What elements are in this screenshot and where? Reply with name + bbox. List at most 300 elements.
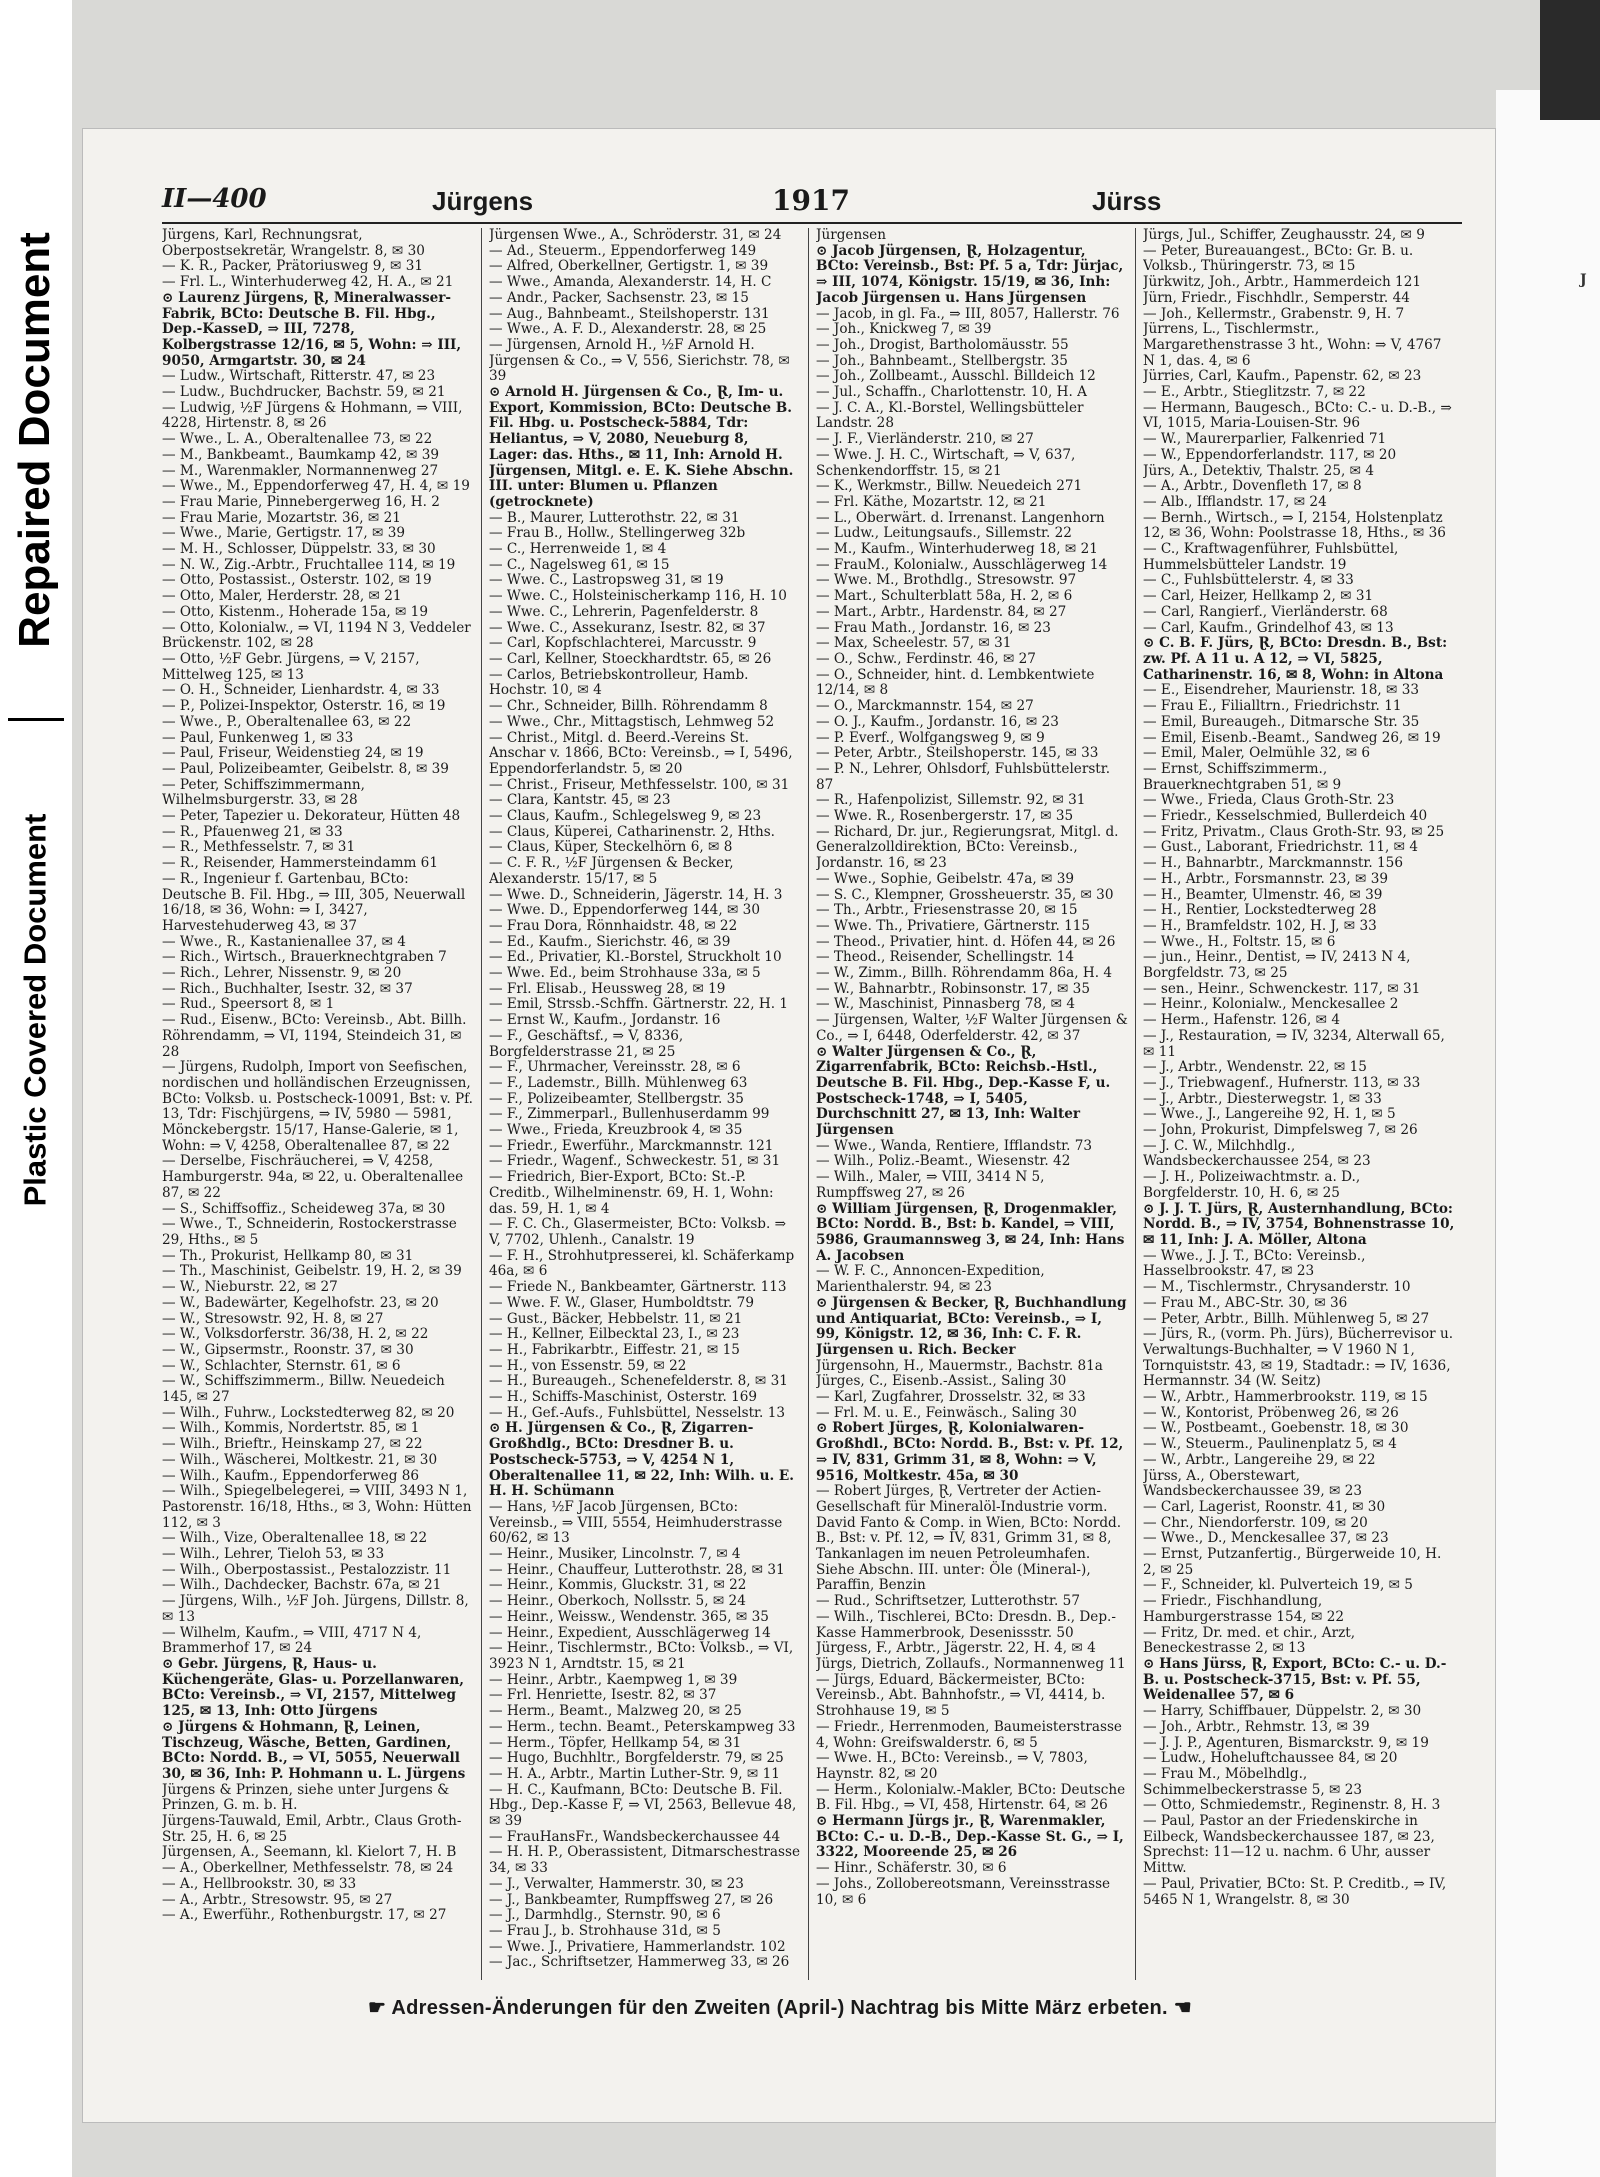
directory-entry: — R., Methfesselstr. 7, ✉ 31: [162, 839, 356, 856]
directory-entry: — Wilh., Tischlerei, BCto: Dresdn. B., Dep.-Kasse Hammerbrook, Desenissstr. 50: [816, 1608, 1116, 1641]
directory-entry: — Wwe. J., Privatiere, Hammerlandstr. 102: [489, 1938, 786, 1955]
directory-entry: — Ed., Kaufm., Sierichstr. 46, ✉ 39: [489, 933, 731, 950]
directory-entry: — Otto, ½F Gebr. Jürgens, ⇒ V, 2157, Mittelweg 125, ✉ 13: [162, 650, 420, 683]
page-header: [162, 180, 1462, 220]
directory-entry: — C. F. R., ½F Jürgensen & Becker, Alexanderstr. 15/17, ✉ 5: [489, 855, 734, 887]
directory-entry: — Rud., Speersort 8, ✉ 1: [162, 996, 335, 1013]
directory-entry: — Jacob, in gl. Fa., ⇒ III, 8057, Hallerstr. 76: [816, 305, 1120, 322]
directory-entry: — Jac., Schriftsetzer, Hammerweg 33, ✉ 26: [489, 1954, 790, 1971]
directory-entry: — F. H., Strohhutpresserei, kl. Schäferkamp 46a, ✉ 6: [489, 1247, 795, 1280]
header-last-name: Jürss: [1092, 186, 1162, 216]
directory-entry: Jürn, Friedr., Fischhdlr., Semperstr. 44: [1143, 289, 1410, 306]
directory-entry: — H. C., Kaufmann, BCto: Deutsche B. Fil. Hbg., Dep.-Kasse F, ⇒ VI, 2563, Bellevue 48, ✉ 39: [489, 1781, 797, 1830]
directory-entry: — H. A., Arbtr., Martin Luther-Str. 9, ✉ 11: [489, 1765, 780, 1782]
directory-entry: — Wwe., Frieda, Kreuzbrook 4, ✉ 35: [489, 1122, 743, 1139]
directory-entry: — F., Geschäftsf., ⇒ V, 8336, Borgfelderstrasse 21, ✉ 25: [489, 1027, 684, 1060]
directory-entry: — Wwe., M., Eppendorferweg 47, H. 4, ✉ 19: [162, 478, 470, 495]
directory-entry: — H., Arbtr., Forsmannstr. 23, ✉ 39: [1143, 870, 1389, 887]
directory-entry: — Claus, Kaufm., Schlegelsweg 9, ✉ 23: [489, 808, 762, 825]
directory-entry: — Th., Arbtr., Friesenstrasse 20, ✉ 15: [816, 902, 1078, 919]
directory-entry: — sen., Heinr., Schwenckestr. 117, ✉ 31: [1143, 980, 1421, 997]
directory-entry: — P., Polizei-Inspektor, Osterstr. 16, ✉ 19: [162, 698, 446, 715]
directory-entry: — Frau Marie, Mozartstr. 36, ✉ 21: [162, 509, 401, 526]
directory-entry: — Wilh., Dachdecker, Bachstr. 67a, ✉ 21: [162, 1577, 442, 1594]
directory-entry: — J., Arbtr., Diesterwegstr. 1, ✉ 33: [1143, 1090, 1382, 1107]
directory-entry: — H., Bramfeldstr. 102, H. J, ✉ 33: [1143, 917, 1377, 934]
directory-entry: — Alfred, Oberkellner, Gertigstr. 1, ✉ 39: [489, 258, 769, 275]
directory-entry: — Ed., Privatier, Kl.-Borstel, Struckholt 10: [489, 949, 782, 966]
directory-entry: — O. H., Schneider, Lienhardstr. 4, ✉ 33: [162, 682, 440, 699]
directory-entry: — Wwe., Chr., Mittagstisch, Lehmweg 52: [489, 713, 775, 730]
directory-entry: ⊙ Jürgensen & Becker, Ɽ, Buchhandlung und Antiquariat, BCto: Vereinsb., ⇒ I, 99, Königstr. 12, ✉ 36, Inh: C. F. R. Jürgensen u. Rich. Becker: [816, 1294, 1127, 1358]
directory-entry: — Fritz, Dr. med. et chir., Arzt, Beneckestrasse 2, ✉ 13: [1143, 1624, 1356, 1657]
directory-entry: — B., Maurer, Lutterothstr. 22, ✉ 31: [489, 509, 740, 526]
directory-entry: — Harry, Schiffbauer, Düppelstr. 2, ✉ 30: [1143, 1703, 1422, 1720]
directory-entry: — E., Arbtr., Stieglitzstr. 7, ✉ 22: [1143, 384, 1366, 401]
directory-entry: — Wilh., Fuhrw., Lockstedterweg 82, ✉ 20: [162, 1404, 455, 1421]
directory-entry: — Th., Prokurist, Hellkamp 80, ✉ 31: [162, 1247, 414, 1264]
directory-entry: — Wwe. D., Schneiderin, Jägerstr. 14, H. 3: [489, 886, 783, 903]
directory-entry: — Joh., Bahnbeamt., Stellbergstr. 35: [816, 352, 1068, 369]
directory-entry: — Ernst, Schiffszimmerm., Brauerknechtgraben 51, ✉ 9: [1143, 760, 1342, 793]
directory-entry: — Clara, Kantstr. 45, ✉ 23: [489, 792, 671, 809]
directory-entry: — jun., Heinr., Dentist, ⇒ IV, 2413 N 4, Borgfeldstr. 73, ✉ 25: [1143, 949, 1411, 982]
directory-entry: — J., Restauration, ⇒ IV, 3234, Alterwall 65, ✉ 11: [1143, 1027, 1445, 1060]
directory-entry: — Chr., Schneider, Billh. Röhrendamm 8: [489, 698, 768, 715]
directory-entry: — Joh., Kellermstr., Grabenstr. 9, H. 7: [1143, 305, 1405, 322]
directory-entry: — F., Polizeibeamter, Stellbergstr. 35: [489, 1090, 744, 1107]
directory-entry: — Otto, Schmiedemstr., Reginenstr. 8, H. 3: [1143, 1797, 1441, 1814]
directory-entry: — Gust., Laborant, Friedrichstr. 11, ✉ 4: [1143, 839, 1419, 856]
directory-entry: ⊙ Walter Jürgensen & Co., Ɽ, Zigarrenfabrik, BCto: Reichsb.-Hstl., Deutsche B. Fil. Hbg., Dep.-Kasse F, u. Postscheck-1748, ⇒ I, 5405, Durchschnitt 27, ✉ 13, Inh: Walter Jürgensen: [816, 1043, 1111, 1139]
repaired-document-label: Repaired Document: [10, 232, 60, 648]
directory-entry: ⊙ Laurenz Jürgens, Ɽ, Mineralwasser-Fabrik, BCto: Deutsche B. Fil. Hbg., Dep.-KasseD, ⇒ III, 7278, Kolbergstrasse 12/16, ✉ 5, Wohn: ⇒ III, 9050, Armgartstr. 30, ✉ 24: [162, 289, 462, 369]
directory-entry: — Jul., Schaffn., Charlottenstr. 10, H. A: [816, 384, 1087, 401]
directory-entry: — Peter, Tapezier u. Dekorateur, Hütten 48: [162, 808, 461, 825]
directory-entry: — O., Marckmannstr. 154, ✉ 27: [816, 698, 1034, 715]
directory-entry: — Frau J., b. Strohhause 31d, ✉ 5: [489, 1922, 721, 1939]
directory-entry: Jürgensen: [816, 228, 886, 243]
directory-entry: — Emil, Bureaugeh., Ditmarsche Str. 35: [1143, 713, 1420, 730]
directory-entry: Jürges, C., Eisenb.-Assist., Saling 30: [816, 1373, 1067, 1390]
directory-entry: — C., Kraftwagenführer, Fuhlsbüttel, Hummelsbütteler Landstr. 19: [1143, 541, 1399, 573]
directory-entry: — Ludw., Wirtschaft, Ritterstr. 47, ✉ 23: [162, 368, 436, 385]
directory-entry: — Frl. Käthe, Mozartstr. 12, ✉ 21: [816, 493, 1047, 510]
directory-entry: — R., Ingenieur f. Gartenbau, BCto: Deutsche B. Fil. Hbg., ⇒ III, 305, Neuerwall 16/18, ✉ 36, Wohn: ⇒ I, 3427, Harvestehuderweg 43, ✉ 37: [162, 870, 466, 934]
directory-entry: — Th., Maschinist, Geibelstr. 19, H. 2, ✉ 39: [162, 1263, 462, 1280]
directory-entry: — R., Reisender, Hammersteindamm 61: [162, 855, 438, 872]
directory-entry: Jürgens & Prinzen, siehe unter Jurgens & Prinzen, G. m. b. H.: [162, 1781, 450, 1814]
directory-entry: Jürs, A., Detektiv, Thalstr. 25, ✉ 4: [1143, 462, 1374, 479]
directory-entry: — J. C. A., Kl.-Borstel, Wellingsbütteler Landstr. 28: [816, 399, 1084, 432]
directory-entry: Jürgensen Wwe., A., Schröderstr. 31, ✉ 24: [489, 228, 782, 243]
directory-entry: — Wwe. D., Eppendorferweg 144, ✉ 30: [489, 902, 760, 919]
directory-entry: — H., Schiffs-Maschinist, Osterstr. 169: [489, 1389, 758, 1406]
directory-entry: — Wwe. H., BCto: Vereinsb., ⇒ V, 7803, Haynstr. 82, ✉ 20: [816, 1750, 1088, 1782]
directory-entry: — Rich., Buchhalter, Isestr. 32, ✉ 37: [162, 980, 413, 997]
header-rule: [162, 222, 1462, 224]
directory-entry: — Wwe., J., Langereihe 92, H. 1, ✉ 5: [1143, 1106, 1396, 1123]
directory-entry: — Ludwig, ½F Jürgens & Hohmann, ⇒ VIII, 4228, Hirtenstr. 8, ✉ 26: [162, 399, 463, 432]
directory-entry: — H., Kellner, Eilbecktal 23, I., ✉ 23: [489, 1326, 740, 1343]
directory-entry: — Wwe., Marie, Gertigstr. 17, ✉ 39: [162, 525, 406, 542]
directory-entry: — Karl, Zugfahrer, Drosselstr. 32, ✉ 33: [816, 1389, 1086, 1406]
directory-entry: — Heinr., Tischlermstr., BCto: Volksb., ⇒ VI, 3923 N 1, Arndtstr. 15, ✉ 21: [489, 1640, 794, 1672]
directory-entry: — Otto, Postassist., Osterstr. 102, ✉ 19: [162, 572, 432, 589]
directory-entry: Jürgess, F., Arbtr., Jägerstr. 22, H. 4, ✉ 4: [816, 1640, 1096, 1657]
directory-entry: — Robert Jürges, Ɽ, Vertreter der Actien-Gesellschaft für Mineralöl-Industrie vorm. David Fanto & Comp. in Wien, BCto: Nordd. B., Bst: v. Pf. 12, ⇒ IV, 831, Grimm 31, ✉ 8, Tankanlagen im neuen Petroleumhafen. Siehe Abschn. III. unter: Öle (Mineral-), Paraffin, Benzin: [816, 1483, 1122, 1594]
directory-entry: — H., Bureaugeh., Schenefelderstr. 8, ✉ 31: [489, 1373, 788, 1390]
directory-entry: — Peter, Bureauangest., BCto: Gr. B. u. Volksb., Thüringerstr. 73, ✉ 15: [1143, 242, 1414, 275]
directory-entry: — S., Schiffsoffiz., Scheideweg 37a, ✉ 30: [162, 1200, 446, 1217]
directory-entry: Jürries, Carl, Kaufm., Papenstr. 62, ✉ 23: [1143, 368, 1422, 385]
directory-entry: — John, Prokurist, Dimpfelsweg 7, ✉ 26: [1143, 1122, 1418, 1139]
directory-entry: — W., Volksdorferstr. 36/38, H. 2, ✉ 22: [162, 1326, 429, 1343]
binding-strip: [1540, 0, 1600, 120]
directory-entry: — W., Steuerm., Paulinenplatz 5, ✉ 4: [1143, 1436, 1397, 1453]
directory-entry: — Wwe., Amanda, Alexanderstr. 14, H. C: [489, 274, 772, 291]
directory-entry: — Frau M., Möbelhdlg., Schimmelbeckerstrasse 5, ✉ 23: [1143, 1765, 1363, 1798]
directory-entry: — FrauHansFr., Wandsbeckerchaussee 44: [489, 1828, 781, 1845]
directory-entry: — Jürgens, Wilh., ½F Joh. Jürgens, Dillstr. 8, ✉ 13: [162, 1593, 469, 1625]
directory-entry: — Joh., Knickweg 7, ✉ 39: [816, 321, 992, 338]
label-divider: [8, 718, 64, 721]
directory-entry: — W., Maurerparlier, Falkenried 71: [1143, 431, 1387, 448]
directory-entry: — Emil, Maler, Oelmühle 32, ✉ 6: [1143, 745, 1371, 762]
directory-entry: — Wwe., L. A., Oberaltenallee 73, ✉ 22: [162, 431, 433, 448]
directory-entry: — Heinr., Arbtr., Kaempweg 1, ✉ 39: [489, 1671, 738, 1688]
directory-entry: — Wwe. R., Rosenbergerstr. 17, ✉ 35: [816, 808, 1074, 825]
directory-entry: — Heinr., Oberkoch, Nollsstr. 5, ✉ 24: [489, 1593, 746, 1610]
directory-entry: Jürgens, Karl, Rechnungsrat, Oberpostsekretär, Wrangelstr. 8, ✉ 30: [162, 228, 425, 259]
directory-entry: — W., Badewärter, Kegelhofstr. 23, ✉ 20: [162, 1294, 439, 1311]
directory-entry: — Rud., Schriftsetzer, Lutterothstr. 57: [816, 1593, 1080, 1610]
directory-entry: — W., Arbtr., Langereihe 29, ✉ 22: [1143, 1451, 1376, 1468]
directory-entry: — J. J. P., Agenturen, Bismarckstr. 9, ✉ 19: [1143, 1734, 1429, 1751]
directory-entry: — H., Bahnarbtr., Marckmannstr. 156: [1143, 855, 1403, 872]
directory-entry: — Aug., Bahnbeamt., Steilshoperstr. 131: [489, 305, 770, 322]
directory-entry: — Christ., Mitgl. d. Beerd.-Vereins St. Anschar v. 1866, BCto: Vereinsb., ⇒ I, 5496, Eppendorferlandstr. 5, ✉ 20: [489, 729, 793, 777]
directory-entry: — F., Schneider, kl. Pulverteich 19, ✉ 5: [1143, 1577, 1413, 1594]
directory-entry: — Wwe. M., Brothdlg., Stresowstr. 97: [816, 572, 1077, 589]
directory-entry: — Hermann, Baugesch., BCto: C.- u. D.-B., ⇒ VI, 1015, Maria-Louisen-Str. 96: [1143, 399, 1452, 432]
directory-entry: — J., Triebwagenf., Hufnerstr. 113, ✉ 33: [1143, 1074, 1421, 1091]
directory-entry: — Wwe., J. J. T., BCto: Vereinsb., Hasselbrookstr. 47, ✉ 23: [1143, 1247, 1366, 1280]
directory-entry: — Rich., Lehrer, Nissenstr. 9, ✉ 20: [162, 965, 402, 982]
directory-entry: — Joh., Zollbeamt., Ausschl. Billdeich 12: [816, 368, 1096, 385]
directory-entry: — J. H., Polizeiwachtmstr. a. D., Borgfelderstr. 10, H. 6, ✉ 25: [1143, 1169, 1361, 1201]
directory-entry: — Chr., Niendorferstr. 109, ✉ 20: [1143, 1514, 1368, 1531]
directory-entry: — Paul, Friseur, Weidenstieg 24, ✉ 19: [162, 745, 424, 762]
directory-entry: Jürss, A., Oberstewart, Wandsbeckerchaussee 39, ✉ 23: [1143, 1467, 1363, 1500]
directory-entry: — Frau B., Hollw., Stellingerweg 32b: [489, 525, 746, 542]
directory-entry: — Emil, Strssb.-Schffn. Gärtnerstr. 22, H. 1: [489, 996, 789, 1013]
directory-entry: — M., Warenmakler, Normannenweg 27: [162, 462, 439, 479]
directory-entry: — Wilhelm, Kaufm., ⇒ VIII, 4717 N 4, Brammerhof 17, ✉ 24: [162, 1624, 422, 1657]
directory-entry: — Wwe., Frieda, Claus Groth-Str. 23: [1143, 792, 1395, 809]
directory-entry: — Wilh., Wäscherei, Moltkestr. 21, ✉ 30: [162, 1451, 438, 1468]
directory-entry: — W., Kontorist, Pröbenweg 26, ✉ 26: [1143, 1404, 1399, 1421]
directory-entry: — Jürgensen, Arnold H., ½F Arnold H. Jürgensen & Co., ⇒ V, 556, Sierichstr. 78, ✉ 39: [489, 336, 790, 385]
directory-entry: — K., Werkmstr., Billw. Neuedeich 271: [816, 478, 1083, 495]
directory-entry: — Paul, Polizeibeamter, Geibelstr. 8, ✉ 39: [162, 760, 449, 777]
directory-entry: — J., Darmhdlg., Sternstr. 90, ✉ 6: [489, 1907, 721, 1924]
directory-entry: — Frl. L., Winterhuderweg 42, H. A., ✉ 21: [162, 274, 454, 291]
directory-entry: Jürgensen, A., Seemann, kl. Kielort 7, H. B: [162, 1844, 457, 1861]
directory-entry: — Heinr., Weissw., Wendenstr. 365, ✉ 35: [489, 1608, 769, 1625]
directory-entry: ⊙ William Jürgensen, Ɽ, Drogenmakler, BCto: Nordd. B., Bst: b. Kandel, ⇒ VIII, 5986, Graumannsweg 3, ✉ 24, Inh: Hans A. Jacobsen: [816, 1200, 1125, 1264]
directory-entry: — Peter, Arbtr., Steilshoperstr. 145, ✉ 33: [816, 745, 1099, 762]
directory-entry: — Wwe. J. H. C., Wirtschaft, ⇒ V, 637, Schenkendorffstr. 15, ✉ 21: [816, 446, 1076, 479]
directory-entry: — F. C. Ch., Glasermeister, BCto: Volksb. ⇒ V, 7702, Uhlenh., Canalstr. 19: [489, 1216, 787, 1248]
header-year: 1917: [772, 184, 850, 217]
directory-entry: — Herm., Töpfer, Hellkamp 54, ✉ 31: [489, 1734, 742, 1751]
directory-entry: — Theod., Privatier, hint. d. Höfen 44, ✉ 26: [816, 933, 1116, 950]
directory-entry: — Ludw., Hoheluftchaussee 84, ✉ 20: [1143, 1750, 1398, 1767]
directory-entry: — Emil, Eisenb.-Beamt., Sandweg 26, ✉ 19: [1143, 729, 1441, 746]
directory-entry: — Wwe., H., Foltstr. 15, ✉ 6: [1143, 933, 1336, 950]
directory-entry: — Joh., Drogist, Bartholomäusstr. 55: [816, 336, 1069, 353]
directory-entry: ⊙ J. J. T. Jürs, Ɽ, Austernhandlung, BCto: Nordd. B., ⇒ IV, 3754, Bohnenstrasse 10, ✉ 11, Inh: J. A. Möller, Altona: [1143, 1200, 1455, 1248]
directory-entry: — Gust., Bäcker, Hebbelstr. 11, ✉ 21: [489, 1310, 743, 1327]
directory-entry: — Wwe., T., Schneiderin, Rostockerstrasse 29, Hths., ✉ 5: [162, 1216, 457, 1248]
directory-entry: — O., Schw., Ferdinstr. 46, ✉ 27: [816, 650, 1036, 667]
column-divider: [481, 228, 482, 1980]
directory-entry: ⊙ Hans Jürss, Ɽ, Export, BCto: C.- u. D.-B. u. Postscheck-3715, Bst: v. Pf. 55, Weidenallee 57, ✉ 6: [1143, 1655, 1447, 1704]
directory-entry: ⊙ Jürgens & Hohmann, Ɽ, Leinen, Tischzeug, Wäsche, Betten, Gardinen, BCto: Nordd. B., ⇒ VI, 5055, Neuerwall 30, ✉ 36, Inh: P. Hohmann u. L. Jürgens: [162, 1718, 466, 1782]
directory-entry: — J. C. W., Milchhdlg., Wandsbeckerchaussee 254, ✉ 23: [1143, 1137, 1371, 1170]
directory-entry: — Frau Math., Jordanstr. 16, ✉ 23: [816, 619, 1051, 636]
directory-entry: — Carl, Heizer, Hellkamp 2, ✉ 31: [1143, 588, 1374, 605]
directory-entry: — W., Eppendorferlandstr. 117, ✉ 20: [1143, 446, 1397, 463]
directory-entry: — Ad., Steuerm., Eppendorferweg 149: [489, 242, 757, 259]
directory-entry: — Ernst W., Kaufm., Jordanstr. 16: [489, 1012, 721, 1029]
directory-entry: — W., Nieburstr. 22, ✉ 27: [162, 1279, 338, 1296]
directory-entry: — Frau M., ABC-Str. 30, ✉ 36: [1143, 1294, 1348, 1311]
directory-entry: — Friedr., Herrenmoden, Baumeisterstrasse 4, Wohn: Greifswalderstr. 6, ✉ 5: [816, 1718, 1122, 1751]
plastic-covered-label: Plastic Covered Document: [17, 813, 53, 1207]
directory-entry: — Heinr., Kolonialw., Menckesallee 2: [1143, 996, 1399, 1013]
directory-entry: — Wwe., Sophie, Geibelstr. 47a, ✉ 39: [816, 870, 1075, 887]
facing-page-edge: [1496, 90, 1600, 2177]
directory-entry: — Hans, ½F Jacob Jürgensen, BCto: Vereinsb., ⇒ VIII, 5554, Heimhuderstrasse 60/62, ✉ 13: [489, 1498, 783, 1547]
directory-entry: ⊙ Robert Jürges, Ɽ, Kolonialwaren-Großhdl., BCto: Nordd. B., Bst: v. Pf. 12, ⇒ IV, 831, Grimm 31, ✉ 8, Wohn: ⇒ V, 9516, Moltkestr. 45a, ✉ 30: [816, 1420, 1124, 1484]
header-first-name: Jürgens: [432, 186, 534, 216]
directory-entry: — Wilh., Oberpostassist., Pestalozzistr. 11: [162, 1561, 452, 1578]
directory-column-1: [162, 228, 474, 1980]
directory-entry: — Wilh., Kommis, Nordertstr. 85, ✉ 1: [162, 1420, 420, 1437]
directory-entry: Jürrens, L., Tischlermstr., Margarethenstrasse 3 ht., Wohn: ⇒ V, 4767 N 1, das. 4, ✉ 6: [1143, 321, 1442, 369]
directory-entry: — Mart., Schulterblatt 58a, H. 2, ✉ 6: [816, 588, 1073, 605]
directory-entry: Jürgensohn, H., Mauermstr., Bachstr. 81a: [816, 1357, 1103, 1374]
directory-entry: — Carl, Kaufm., Grindelhof 43, ✉ 13: [1143, 619, 1394, 636]
directory-entry: — A., Oberkellner, Methfesselstr. 78, ✉ 24: [162, 1860, 454, 1877]
directory-entry: — FrauM., Kolonialw., Ausschlägerweg 14: [816, 556, 1108, 573]
directory-entry: — O., Schneider, hint. d. Lembkentwiete 12/14, ✉ 8: [816, 666, 1095, 699]
directory-entry: — J., Bankbeamter, Rumpffsweg 27, ✉ 26: [489, 1891, 774, 1908]
directory-entry: — Wwe. Th., Privatiere, Gärtnerstr. 115: [816, 917, 1091, 934]
directory-entry: — Heinr., Musiker, Lincolnstr. 7, ✉ 4: [489, 1546, 741, 1563]
directory-entry: — A., Arbtr., Stresowstr. 95, ✉ 27: [162, 1891, 393, 1908]
directory-entry: — H., Fabrikarbtr., Eiffestr. 21, ✉ 15: [489, 1341, 740, 1358]
directory-entry: — Wilh., Spiegelbelegerei, ⇒ VIII, 3493 N 1, Pastorenstr. 16/18, Hths., ✉ 3, Wohn: Hütten 112, ✉ 3: [162, 1483, 472, 1531]
directory-entry: — Alb., Ifflandstr. 17, ✉ 24: [1143, 493, 1327, 510]
directory-entry: — A., Hellbrookstr. 30, ✉ 33: [162, 1875, 357, 1892]
directory-entry: — H., von Essenstr. 59, ✉ 22: [489, 1357, 687, 1374]
directory-entry: — Friedrich, Bier-Export, BCto: St.-P. Creditb., Wilhelminenstr. 69, H. 1, Wohn: das. 59, H. 1, ✉ 4: [489, 1169, 774, 1217]
directory-entry: ⊙ Hermann Jürgs jr., Ɽ, Warenmakler, BCto: C.- u. D.-B., Dep.-Kasse St. G., ⇒ I, 3322, Mooreende 25, ✉ 26: [816, 1813, 1124, 1861]
directory-entry: — Heinr., Kommis, Gluckstr. 31, ✉ 22: [489, 1577, 747, 1594]
directory-entry: — Wwe. C., Holsteinischerkamp 116, H. 10: [489, 588, 787, 605]
directory-entry: — Wilh., Kaufm., Eppendorferweg 86: [162, 1467, 420, 1484]
directory-entry: — Wilh., Maler, ⇒ VIII, 3414 N 5, Rumpffsweg 27, ✉ 26: [816, 1169, 1045, 1201]
directory-entry: — Herm., Beamt., Malzweg 20, ✉ 25: [489, 1703, 742, 1720]
directory-entry: — Peter, Schiffszimmermann, Wilhelmsburgerstr. 33, ✉ 28: [162, 776, 365, 809]
directory-entry: — Fritz, Privatm., Claus Groth-Str. 93, ✉ 25: [1143, 823, 1445, 840]
directory-entry: — H., Rentier, Lockstedterweg 28: [1143, 902, 1377, 919]
directory-entry: — C., Herrenweide 1, ✉ 4: [489, 541, 667, 558]
directory-entry: — W., Arbtr., Hammerbrookstr. 119, ✉ 15: [1143, 1389, 1428, 1406]
directory-entry: — Wilh., Lehrer, Tieloh 53, ✉ 33: [162, 1546, 385, 1563]
directory-entry: — F., Zimmerparl., Bullenhuserdamm 99: [489, 1106, 770, 1123]
directory-entry: — Carl, Lagerist, Roonstr. 41, ✉ 30: [1143, 1498, 1386, 1515]
directory-entry: — Andr., Packer, Sachsenstr. 23, ✉ 15: [489, 289, 749, 306]
directory-entry: — Wwe. C., Lastropsweg 31, ✉ 19: [489, 572, 724, 589]
directory-entry: — W., Stresowstr. 92, H. 8, ✉ 27: [162, 1310, 384, 1327]
directory-entry: — Ludw., Buchdrucker, Bachstr. 59, ✉ 21: [162, 384, 446, 401]
directory-entry: Jürgens-Tauwald, Emil, Arbtr., Claus Groth-Str. 25, H. 6, ✉ 25: [162, 1813, 462, 1845]
directory-entry: — Hinr., Schäferstr. 30, ✉ 6: [816, 1860, 1007, 1877]
directory-entry: — M., Tischlermstr., Chrysanderstr. 10: [1143, 1279, 1411, 1296]
directory-entry: — Wwe. C., Lehrerin, Pagenfelderstr. 8: [489, 603, 759, 620]
directory-entry: — Theod., Reisender, Schellingstr. 14: [816, 949, 1075, 966]
directory-entry: — S. C., Klempner, Grossheuerstr. 35, ✉ 30: [816, 886, 1114, 903]
directory-entry: — E., Eisendreher, Maurienstr. 18, ✉ 33: [1143, 682, 1419, 699]
directory-entry: — Claus, Küper, Steckelhörn 6, ✉ 8: [489, 839, 733, 856]
directory-entry: — R., Hafenpolizist, Sillemstr. 92, ✉ 31: [816, 792, 1086, 809]
directory-entry: — Jürgens, Rudolph, Import von Seefischen, nordischen und holländischen Erzeugnissen, BCto: Volksb. u. Postscheck-10091, Bst: v. Pf. 13, Tdr: Fischjürgens, ⇒ IV, 5980 — 5981, Mönckebergstr. 15/17, Hanse-Galerie, ✉ 1, Wohn: ⇒ V, 4258, Oberaltenallee 87, ✉ 22: [162, 1059, 473, 1154]
directory-entry: — Hugo, Buchhltr., Borgfelderstr. 79, ✉ 25: [489, 1750, 784, 1767]
directory-entry: — P. N., Lehrer, Ohlsdorf, Fuhlsbüttelerstr. 87: [816, 760, 1111, 793]
directory-entry: — Wilh., Brieftr., Heinskamp 27, ✉ 22: [162, 1436, 423, 1453]
directory-entry: — Mart., Arbtr., Hardenstr. 84, ✉ 27: [816, 603, 1067, 620]
directory-entry: — Frl. Henriette, Isestr. 82, ✉ 37: [489, 1687, 717, 1704]
directory-entry: — Friedr., Wagenf., Schweckestr. 51, ✉ 31: [489, 1153, 781, 1170]
directory-column-4: [1143, 228, 1455, 1980]
directory-entry: — Carlos, Betriebskontrolleur, Hamb. Hochstr. 10, ✉ 4: [489, 666, 749, 699]
directory-entry: — W., Zimm., Billh. Röhrendamm 86a, H. 4: [816, 965, 1113, 982]
directory-entry: ⊙ H. Jürgensen & Co., Ɽ, Zigarren-Großhdlg., BCto: Dresdner B. u. Postscheck-5753, ⇒ V, 4254 N 1, Oberaltenallee 11, ✉ 22, Inh: Wilh. u. E. H. H. Schümann: [489, 1420, 795, 1500]
directory-entry: — Heinr., Chauffeur, Lutterothstr. 28, ✉ 31: [489, 1561, 785, 1578]
directory-entry: — Wilh., Vize, Oberaltenallee 18, ✉ 22: [162, 1530, 428, 1547]
directory-entry: — K. R., Packer, Prätoriusweg 9, ✉ 31: [162, 258, 424, 275]
directory-entry: — L., Oberwärt. d. Irrenanst. Langenhorn: [816, 509, 1105, 526]
directory-entry: — Claus, Küperei, Catharinenstr. 2, Hths.: [489, 823, 776, 840]
directory-entry: — Joh., Arbtr., Rehmstr. 13, ✉ 39: [1143, 1718, 1370, 1735]
directory-entry: — C., Fuhlsbüttelerstr. 4, ✉ 33: [1143, 572, 1354, 589]
directory-entry: — W., Bahnarbtr., Robinsonstr. 17, ✉ 35: [816, 980, 1090, 997]
directory-entry: — Heinr., Expedient, Ausschlägerweg 14: [489, 1624, 771, 1641]
directory-entry: — Paul, Funkenweg 1, ✉ 33: [162, 729, 354, 746]
directory-entry: — Wwe., R., Kastanienallee 37, ✉ 4: [162, 933, 406, 950]
page-number: II—400: [162, 184, 267, 214]
directory-entry: Jürgs, Jul., Schiffer, Zeughausstr. 24, ✉ 9: [1143, 228, 1425, 243]
directory-entry: — Wilh., Poliz.-Beamt., Wiesenstr. 42: [816, 1153, 1071, 1170]
archive-label-band: [0, 0, 72, 2177]
directory-entry: — J., Arbtr., Wendenstr. 22, ✉ 15: [1143, 1059, 1367, 1076]
directory-entry: — Otto, Kistenm., Hoherade 15a, ✉ 19: [162, 603, 428, 620]
directory-column-2: [489, 228, 801, 1980]
directory-entry: — Ernst, Putzanfertig., Bürgerweide 10, H. 2, ✉ 25: [1143, 1546, 1442, 1578]
directory-entry: — Paul, Pastor an der Friedenskirche in Eilbeck, Wandsbeckerchaussee 187, ✉ 23, Sprechst: 11—12 u. nachm. 6 Uhr, ausser Mittw.: [1143, 1813, 1435, 1877]
directory-entry: — Otto, Kolonialw., ⇒ VI, 1194 N 3, Veddeler Brückenstr. 102, ✉ 28: [162, 619, 471, 652]
directory-entry: — Frau Dora, Rönnhaidstr. 48, ✉ 22: [489, 917, 738, 934]
directory-entry: — N. W., Zig.-Arbtr., Fruchtallee 114, ✉ 19: [162, 556, 456, 573]
directory-entry: — Wwe., P., Oberaltenallee 63, ✉ 22: [162, 713, 412, 730]
directory-entry: — M., Kaufm., Winterhuderweg 18, ✉ 21: [816, 541, 1098, 558]
directory-entry: Jürgs, Dietrich, Zollaufs., Normannenweg 11: [816, 1655, 1126, 1672]
directory-entry: — Wwe., D., Menckesallee 37, ✉ 23: [1143, 1530, 1389, 1547]
directory-entry: — Frau Marie, Pinnebergerweg 16, H. 2: [162, 493, 440, 510]
directory-entry: — Peter, Arbtr., Billh. Mühlenweg 5, ✉ 27: [1143, 1310, 1430, 1327]
directory-entry: — Frau E., Filialltrn., Friedrichstr. 11: [1143, 698, 1402, 715]
directory-entry: ⊙ Gebr. Jürgens, Ɽ, Haus- u. Küchengeräte, Glas- u. Porzellanwaren, BCto: Vereinsb., ⇒ VI, 2157, Mittelweg 125, ✉ 13, Inh: Otto Jürgens: [162, 1655, 464, 1720]
directory-entry: ⊙ C. B. F. Jürs, Ɽ, BCto: Dresdn. B., Bst: zw. Pf. A 11 u. A 12, ⇒ VI, 5825, Catharinenstr. 16, ✉ 8, Wohn: in Altona: [1143, 635, 1448, 683]
directory-entry: — Johs., Zollobereotsmann, Vereinsstrasse 10, ✉ 6: [816, 1875, 1111, 1908]
directory-entry: — O. J., Kaufm., Jordanstr. 16, ✉ 23: [816, 713, 1059, 730]
directory-entry: — J. F., Vierländerstr. 210, ✉ 27: [816, 431, 1034, 448]
directory-entry: — Max, Scheelestr. 57, ✉ 31: [816, 635, 1012, 652]
column-divider: [808, 228, 809, 1980]
directory-entry: — M. H., Schlosser, Düppelstr. 33, ✉ 30: [162, 541, 436, 558]
directory-entry: — H. H. P., Oberassistent, Ditmarschestrasse 34, ✉ 33: [489, 1844, 801, 1877]
directory-entry: — W., Gipsermstr., Roonstr. 37, ✉ 30: [162, 1341, 414, 1358]
directory-entry: — Derselbe, Fischräucherei, ⇒ V, 4258, Hamburgerstr. 94a, ✉ 22, u. Oberaltenallee 87, ✉ 22: [162, 1153, 464, 1201]
directory-entry: ⊙ Jacob Jürgensen, Ɽ, Holzagentur, BCto: Vereinsb., Bst: Pf. 5 a, Tdr: Jürjac, ⇒ III, 1074, Königstr. 15/19, ✉ 36, Inh: Jacob Jürgensen u. Hans Jürgensen: [816, 242, 1124, 306]
directory-entry: — P. Everf., Wolfgangsweg 9, ✉ 9: [816, 729, 1045, 746]
directory-entry: — W., Schlachter, Sternstr. 61, ✉ 6: [162, 1357, 401, 1374]
directory-entry: — Friede N., Bankbeamter, Gärtnerstr. 113: [489, 1279, 787, 1296]
directory-entry: — Herm., Kolonialw.-Makler, BCto: Deutsche B. Fil. Hbg., ⇒ VI, 458, Hirtenstr. 64, ✉ 26: [816, 1781, 1126, 1814]
directory-entry: — F., Uhrmacher, Vereinsstr. 28, ✉ 6: [489, 1059, 741, 1076]
directory-entry: — Herm., Hafenstr. 126, ✉ 4: [1143, 1012, 1340, 1029]
directory-entry: — J., Verwalter, Hammerstr. 30, ✉ 23: [489, 1875, 744, 1892]
directory-entry: — Christ., Friseur, Methfesselstr. 100, ✉ 31: [489, 776, 790, 793]
directory-entry: — Rich., Wirtsch., Brauerknechtgraben 7: [162, 949, 447, 966]
directory-column-3: [816, 228, 1128, 1980]
directory-entry: — F., Lademstr., Billh. Mühlenweg 63: [489, 1074, 748, 1091]
directory-entry: — Wwe. C., Assekuranz, Isestr. 82, ✉ 37: [489, 619, 766, 636]
directory-entry: — Herm., techn. Beamt., Peterskampweg 33: [489, 1718, 796, 1735]
column-divider: [1135, 228, 1136, 1980]
directory-entry: — Jürgensen, Walter, ½F Walter Jürgensen & Co., ⇒ I, 6448, Oderfelderstr. 42, ✉ 37: [816, 1012, 1128, 1044]
directory-entry: — A., Ewerführ., Rothenburgstr. 17, ✉ 27: [162, 1907, 447, 1924]
directory-entry: — H., Gef.-Aufs., Fuhlsbüttel, Nesselstr. 13: [489, 1404, 785, 1421]
directory-entry: — R., Pfauenweg 21, ✉ 33: [162, 823, 343, 840]
directory-entry: — Richard, Dr. jur., Regierungsrat, Mitgl. d. Generalzolldirektion, BCto: Vereinsb., Jordanstr. 16, ✉ 23: [816, 823, 1119, 872]
directory-entry: — Friedr., Fischhandlung, Hamburgerstrasse 154, ✉ 22: [1143, 1593, 1345, 1625]
directory-entry: — Wwe. Ed., beim Strohhause 33a, ✉ 5: [489, 965, 761, 982]
directory-entry: — A., Arbtr., Dovenfleth 17, ✉ 8: [1143, 478, 1362, 495]
directory-entry: — Frl. M. u. E., Feinwäsch., Saling 30: [816, 1404, 1077, 1421]
directory-entry: — Paul, Privatier, BCto: St. P. Creditb., ⇒ IV, 5465 N 1, Wrangelstr. 8, ✉ 30: [1143, 1875, 1447, 1908]
directory-entry: — C., Nagelsweg 61, ✉ 15: [489, 556, 670, 573]
directory-entry: Jürkwitz, Joh., Arbtr., Hammerdeich 121: [1143, 274, 1422, 291]
directory-entry: — Rud., Eisenw., BCto: Vereinsb., Abt. Billh. Röhrendamm, ⇒ VI, 1194, Steindeich 31, ✉ 28: [162, 1012, 467, 1060]
directory-entry: — Carl, Kopfschlachterei, Marcusstr. 9: [489, 635, 757, 652]
directory-entry: — Otto, Maler, Herderstr. 28, ✉ 21: [162, 588, 402, 605]
directory-entry: — Jürs, R., (vorm. Ph. Jürs), Bücherrevisor u. Verwaltungs-Buchhalter, ⇒ V 1960 N 1, Tornquiststr. 43, ✉ 19, Stadtadr.: ⇒ IV, 1636, Hermannstr. 34 (W. Seitz): [1143, 1326, 1454, 1390]
